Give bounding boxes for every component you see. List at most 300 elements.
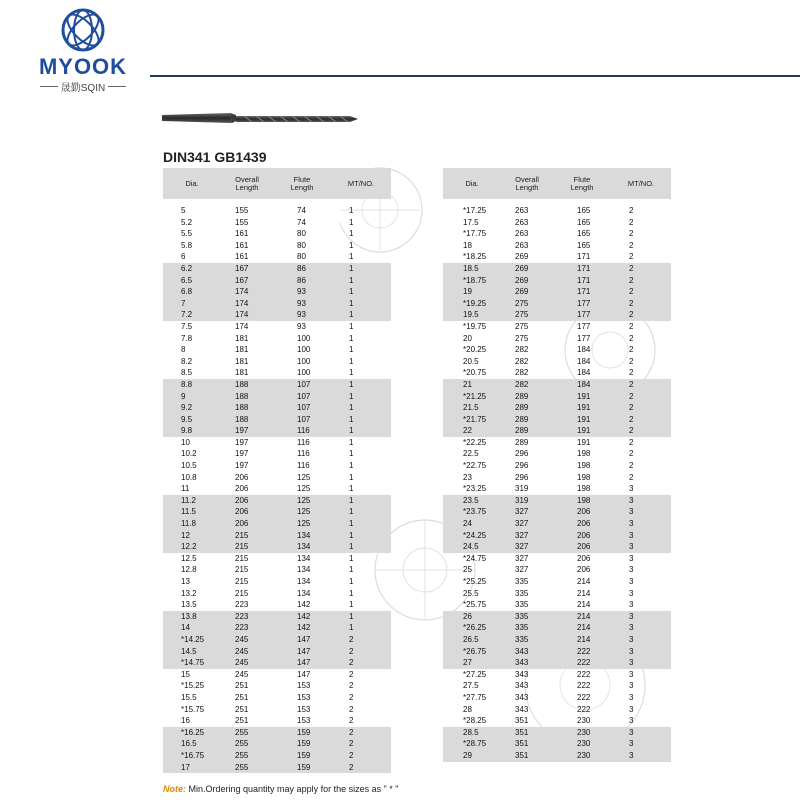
- cell-mt-no: 2: [349, 634, 354, 644]
- table-row: [163, 425, 391, 437]
- cell-dia: 17.5: [463, 217, 479, 227]
- cell-mt-no: 3: [629, 658, 634, 668]
- cell-mt-no: 1: [349, 565, 354, 575]
- brand-logo: [28, 6, 138, 94]
- table-row: [163, 611, 391, 623]
- table-row: [163, 588, 391, 600]
- cell-overall-length: 282: [515, 368, 529, 378]
- table-row: [163, 275, 391, 287]
- table-row: [443, 425, 671, 437]
- cell-flute-length: 177: [577, 333, 591, 343]
- table-row: [163, 460, 391, 472]
- cell-mt-no: 1: [349, 426, 354, 436]
- table-row: [443, 622, 671, 634]
- cell-overall-length: 174: [235, 310, 249, 320]
- cell-mt-no: 1: [349, 484, 354, 494]
- cell-mt-no: 1: [349, 461, 354, 471]
- cell-mt-no: 1: [349, 472, 354, 482]
- table-row: [443, 356, 671, 368]
- cell-dia: 7: [181, 298, 186, 308]
- cell-flute-length: 142: [297, 611, 311, 621]
- cell-flute-length: 74: [297, 206, 306, 215]
- cell-flute-length: 107: [297, 379, 311, 389]
- cell-dia: 18.5: [463, 263, 479, 273]
- table-row: [163, 622, 391, 634]
- cell-flute-length: 214: [577, 600, 591, 610]
- cell-overall-length: 263: [515, 229, 529, 239]
- cell-mt-no: 2: [349, 716, 354, 726]
- table-row: [163, 448, 391, 460]
- table-row: [163, 263, 391, 275]
- cell-dia: *14.25: [181, 634, 205, 644]
- cell-overall-length: 161: [235, 240, 249, 250]
- cell-dia: 9.2: [181, 403, 193, 413]
- cell-mt-no: 2: [629, 321, 634, 331]
- table-row: [163, 564, 391, 576]
- header-overall-length: Overall Length: [235, 174, 259, 192]
- cell-flute-length: 222: [577, 658, 591, 668]
- cell-mt-no: 3: [629, 704, 634, 714]
- cell-mt-no: 2: [629, 333, 634, 343]
- cell-flute-length: 153: [297, 692, 311, 702]
- cell-mt-no: 2: [349, 704, 354, 714]
- cell-dia: *21.75: [463, 414, 487, 424]
- cell-overall-length: 351: [515, 716, 529, 726]
- cell-overall-length: 215: [235, 577, 249, 586]
- cell-flute-length: 206: [577, 519, 591, 529]
- table-row: [163, 495, 391, 507]
- cell-flute-length: 134: [297, 588, 311, 598]
- cell-dia: *20.25: [463, 345, 487, 355]
- brand-subtitle: 晟勤SQIN: [28, 79, 138, 94]
- cell-mt-no: 3: [629, 577, 634, 586]
- cell-flute-length: 134: [297, 530, 311, 540]
- table-row: [163, 286, 391, 298]
- cell-mt-no: 3: [629, 519, 634, 529]
- cell-dia: 13.2: [181, 588, 197, 598]
- header-dia: Dia.: [185, 178, 199, 188]
- cell-flute-length: 80: [297, 240, 306, 250]
- cell-dia: 26: [463, 611, 472, 621]
- cell-flute-length: 191: [577, 437, 591, 447]
- cell-overall-length: 245: [235, 634, 249, 644]
- cell-flute-length: 206: [577, 565, 591, 575]
- cell-overall-length: 282: [515, 379, 529, 389]
- cell-overall-length: 181: [235, 356, 249, 366]
- cell-dia: 14.5: [181, 646, 197, 656]
- cell-overall-length: 327: [515, 519, 529, 529]
- cell-flute-length: 134: [297, 577, 311, 586]
- table-row: [163, 333, 391, 345]
- cell-mt-no: 2: [349, 669, 354, 679]
- cell-dia: *17.25: [463, 206, 487, 215]
- cell-overall-length: 215: [235, 542, 249, 552]
- cell-flute-length: 147: [297, 669, 311, 679]
- cell-flute-length: 93: [297, 321, 306, 331]
- cell-flute-length: 86: [297, 263, 306, 273]
- cell-overall-length: 327: [515, 553, 529, 563]
- cell-overall-length: 188: [235, 379, 249, 389]
- cell-flute-length: 214: [577, 577, 591, 586]
- cell-dia: 12.5: [181, 553, 197, 563]
- cell-dia: 18: [463, 240, 472, 250]
- cell-flute-length: 125: [297, 484, 311, 494]
- cell-mt-no: 2: [629, 391, 634, 401]
- cell-flute-length: 165: [577, 206, 591, 215]
- cell-dia: *24.25: [463, 530, 487, 540]
- cell-overall-length: 343: [515, 658, 529, 668]
- cell-flute-length: 177: [577, 298, 591, 308]
- cell-dia: 6.2: [181, 263, 193, 273]
- table-row: [443, 715, 671, 727]
- cell-flute-length: 80: [297, 252, 306, 262]
- cell-flute-length: 147: [297, 646, 311, 656]
- cell-flute-length: 93: [297, 298, 306, 308]
- cell-flute-length: 159: [297, 750, 311, 760]
- cell-dia: 11: [181, 484, 190, 494]
- cell-mt-no: 1: [349, 577, 354, 586]
- note-label: Note:: [163, 784, 186, 794]
- table-row: [443, 379, 671, 391]
- cell-flute-length: 116: [297, 449, 310, 459]
- cell-mt-no: 2: [629, 252, 634, 262]
- cell-dia: 7.2: [181, 310, 193, 320]
- cell-flute-length: 222: [577, 704, 591, 714]
- cell-mt-no: 1: [349, 263, 354, 273]
- cell-flute-length: 191: [577, 414, 591, 424]
- cell-mt-no: 1: [349, 275, 354, 285]
- cell-dia: *26.75: [463, 646, 487, 656]
- cell-overall-length: 275: [515, 298, 529, 308]
- cell-overall-length: 245: [235, 669, 249, 679]
- cell-dia: 6: [181, 252, 186, 262]
- cell-dia: 11.8: [181, 519, 196, 529]
- cell-overall-length: 335: [515, 600, 529, 610]
- table-row: [443, 704, 671, 716]
- cell-overall-length: 327: [515, 507, 529, 517]
- cell-overall-length: 181: [235, 333, 249, 343]
- cell-overall-length: 296: [515, 461, 529, 471]
- cell-overall-length: 251: [235, 704, 249, 714]
- table-row: [443, 576, 671, 588]
- cell-overall-length: 289: [515, 414, 529, 424]
- cell-flute-length: 171: [577, 287, 591, 297]
- cell-flute-length: 159: [297, 727, 311, 737]
- cell-dia: 26.5: [463, 634, 479, 644]
- table-row: [163, 344, 391, 356]
- table-body: [443, 205, 671, 762]
- header-mt-no: MT/NO.: [347, 178, 375, 188]
- cell-dia: *19.75: [463, 321, 487, 331]
- cell-dia: 5.5: [181, 229, 193, 239]
- cell-overall-length: 255: [235, 762, 249, 772]
- cell-overall-length: 174: [235, 287, 249, 297]
- cell-overall-length: 296: [515, 449, 529, 459]
- cell-flute-length: 116: [297, 461, 310, 471]
- cell-overall-length: 251: [235, 681, 249, 691]
- table-row: [443, 472, 671, 484]
- cell-overall-length: 174: [235, 298, 249, 308]
- cell-overall-length: 215: [235, 553, 249, 563]
- cell-mt-no: 1: [349, 414, 354, 424]
- cell-dia: 5: [181, 206, 186, 215]
- cell-flute-length: 153: [297, 716, 311, 726]
- cell-overall-length: 275: [515, 310, 529, 320]
- table-row: [163, 680, 391, 692]
- cell-mt-no: 1: [349, 321, 354, 331]
- cell-overall-length: 181: [235, 345, 249, 355]
- cell-overall-length: 289: [515, 403, 529, 413]
- cell-mt-no: 2: [629, 310, 634, 320]
- cell-overall-length: 269: [515, 287, 529, 297]
- cell-dia: *28.25: [463, 716, 487, 726]
- cell-dia: 12.2: [181, 542, 197, 552]
- cell-dia: 20.5: [463, 356, 479, 366]
- cell-overall-length: 289: [515, 437, 529, 447]
- cell-flute-length: 222: [577, 681, 591, 691]
- table-row: [443, 251, 671, 263]
- cell-overall-length: 296: [515, 472, 529, 482]
- table-row: [443, 205, 671, 217]
- cell-mt-no: 1: [349, 449, 354, 459]
- table-row: [443, 738, 671, 750]
- cell-overall-length: 335: [515, 623, 529, 633]
- table-row: [163, 228, 391, 240]
- spec-table-left: [163, 168, 391, 773]
- cell-flute-length: 184: [577, 368, 591, 378]
- header-flute-length: Flute Length: [290, 174, 314, 192]
- cell-dia: *23.75: [463, 507, 487, 517]
- table-row: [443, 402, 671, 414]
- cell-mt-no: 2: [629, 472, 634, 482]
- cell-dia: 9.8: [181, 426, 193, 436]
- cell-mt-no: 3: [629, 484, 634, 494]
- cell-dia: 24: [463, 519, 472, 529]
- cell-dia: 25.5: [463, 588, 479, 598]
- cell-flute-length: 198: [577, 449, 591, 459]
- cell-mt-no: 2: [629, 217, 634, 227]
- cell-overall-length: 351: [515, 750, 529, 760]
- cell-flute-length: 165: [577, 240, 591, 250]
- cell-overall-length: 181: [235, 368, 249, 378]
- table-row: [443, 611, 671, 623]
- cell-dia: 10: [181, 437, 190, 447]
- cell-dia: *25.75: [463, 600, 487, 610]
- table-row: [163, 391, 391, 403]
- cell-dia: 28: [463, 704, 472, 714]
- cell-overall-length: 197: [235, 437, 249, 447]
- table-row: [443, 483, 671, 495]
- cell-flute-length: 74: [297, 217, 306, 227]
- cell-mt-no: 1: [349, 240, 354, 250]
- cell-overall-length: 223: [235, 600, 249, 610]
- table-row: [443, 437, 671, 449]
- cell-flute-length: 184: [577, 356, 591, 366]
- cell-flute-length: 153: [297, 704, 311, 714]
- cell-flute-length: 177: [577, 310, 591, 320]
- cell-overall-length: 245: [235, 646, 249, 656]
- table-row: [443, 414, 671, 426]
- cell-dia: 25: [463, 565, 472, 575]
- cell-flute-length: 222: [577, 646, 591, 656]
- cell-overall-length: 263: [515, 240, 529, 250]
- cell-flute-length: 153: [297, 681, 311, 691]
- cell-overall-length: 335: [515, 634, 529, 644]
- cell-overall-length: 161: [235, 229, 249, 239]
- cell-flute-length: 191: [577, 426, 591, 436]
- cell-overall-length: 215: [235, 565, 249, 575]
- cell-flute-length: 230: [577, 716, 591, 726]
- cell-dia: *18.75: [463, 275, 487, 285]
- cell-flute-length: 165: [577, 229, 591, 239]
- cell-overall-length: 197: [235, 449, 249, 459]
- cell-overall-length: 188: [235, 403, 249, 413]
- table-row: [163, 576, 391, 588]
- cell-overall-length: 174: [235, 321, 249, 331]
- cell-mt-no: 1: [349, 298, 354, 308]
- table-row: [443, 321, 671, 333]
- table-row: [163, 762, 391, 774]
- table-row: [163, 727, 391, 739]
- cell-flute-length: 165: [577, 217, 591, 227]
- cell-mt-no: 3: [629, 681, 634, 691]
- cell-flute-length: 107: [297, 403, 311, 413]
- cell-flute-length: 125: [297, 519, 311, 529]
- cell-mt-no: 2: [349, 762, 354, 772]
- cell-dia: *18.25: [463, 252, 487, 262]
- table-row: [443, 240, 671, 252]
- cell-mt-no: 2: [629, 426, 634, 436]
- cell-flute-length: 125: [297, 495, 311, 505]
- cell-dia: *26.25: [463, 623, 487, 633]
- cell-dia: *17.75: [463, 229, 487, 239]
- table-row: [443, 634, 671, 646]
- cell-flute-length: 184: [577, 345, 591, 355]
- cell-mt-no: 1: [349, 553, 354, 563]
- cell-flute-length: 100: [297, 345, 311, 355]
- cell-mt-no: 1: [349, 623, 354, 633]
- cell-overall-length: 255: [235, 727, 249, 737]
- cell-overall-length: 206: [235, 507, 249, 517]
- cell-flute-length: 214: [577, 623, 591, 633]
- table-row: [163, 240, 391, 252]
- table-row: [443, 298, 671, 310]
- table-row: [163, 646, 391, 658]
- spec-table-right: [443, 168, 671, 762]
- cell-mt-no: 1: [349, 437, 354, 447]
- cell-mt-no: 2: [629, 298, 634, 308]
- cell-dia: *15.75: [181, 704, 205, 714]
- cell-overall-length: 327: [515, 565, 529, 575]
- cell-overall-length: 197: [235, 461, 249, 471]
- cell-dia: 8: [181, 345, 186, 355]
- cell-overall-length: 351: [515, 739, 529, 749]
- cell-mt-no: 3: [629, 669, 634, 679]
- cell-overall-length: 215: [235, 588, 249, 598]
- cell-mt-no: 2: [349, 681, 354, 691]
- cell-dia: 6.8: [181, 287, 193, 297]
- cell-flute-length: 107: [297, 414, 311, 424]
- table-row: [163, 506, 391, 518]
- cell-mt-no: 2: [629, 240, 634, 250]
- cell-mt-no: 3: [629, 716, 634, 726]
- ordering-note: [163, 784, 399, 794]
- cell-dia: *24.75: [463, 553, 487, 563]
- cell-overall-length: 197: [235, 426, 249, 436]
- table-row: [443, 460, 671, 472]
- table-row: [443, 692, 671, 704]
- cell-dia: 21: [463, 379, 472, 389]
- cell-overall-length: 223: [235, 611, 249, 621]
- cell-mt-no: 2: [629, 368, 634, 378]
- cell-flute-length: 191: [577, 391, 591, 401]
- cell-flute-length: 147: [297, 634, 311, 644]
- table-row: [163, 518, 391, 530]
- cell-overall-length: 269: [515, 263, 529, 273]
- cell-mt-no: 3: [629, 739, 634, 749]
- cell-mt-no: 2: [629, 379, 634, 389]
- table-row: [163, 379, 391, 391]
- cell-mt-no: 1: [349, 611, 354, 621]
- cell-overall-length: 343: [515, 704, 529, 714]
- cell-mt-no: 3: [629, 727, 634, 737]
- cell-flute-length: 198: [577, 461, 591, 471]
- table-row: [163, 472, 391, 484]
- cell-dia: 16: [181, 716, 190, 726]
- cell-dia: 11.5: [181, 507, 196, 517]
- cell-dia: 27: [463, 658, 472, 668]
- cell-flute-length: 159: [297, 762, 311, 772]
- cell-overall-length: 245: [235, 658, 249, 668]
- cell-mt-no: 1: [349, 519, 354, 529]
- table-row: [163, 414, 391, 426]
- cell-flute-length: 134: [297, 542, 311, 552]
- cell-flute-length: 125: [297, 472, 311, 482]
- cell-mt-no: 2: [629, 356, 634, 366]
- cell-dia: 13.8: [181, 611, 197, 621]
- cell-flute-length: 134: [297, 553, 311, 563]
- brand-name: MYOOK: [38, 54, 128, 79]
- cell-overall-length: 335: [515, 588, 529, 598]
- cell-flute-length: 159: [297, 739, 311, 749]
- cell-flute-length: 198: [577, 495, 591, 505]
- cell-dia: 22: [463, 426, 472, 436]
- cell-flute-length: 184: [577, 379, 591, 389]
- table-row: [443, 657, 671, 669]
- table-row: [443, 727, 671, 739]
- cell-dia: 15: [181, 669, 190, 679]
- table-row: [443, 680, 671, 692]
- cell-flute-length: 171: [577, 252, 591, 262]
- cell-mt-no: 3: [629, 750, 634, 760]
- cell-overall-length: 343: [515, 646, 529, 656]
- cell-overall-length: 319: [515, 484, 529, 494]
- cell-mt-no: 1: [349, 345, 354, 355]
- table-row: [163, 750, 391, 762]
- cell-overall-length: 269: [515, 275, 529, 285]
- cell-dia: 6.5: [181, 275, 193, 285]
- cell-mt-no: 2: [349, 727, 354, 737]
- cell-mt-no: 1: [349, 217, 354, 227]
- cell-mt-no: 2: [629, 275, 634, 285]
- cell-mt-no: 2: [629, 461, 634, 471]
- table-row: [443, 309, 671, 321]
- table-row: [163, 437, 391, 449]
- table-row: [443, 530, 671, 542]
- header-flute-length: Flute Length: [570, 174, 594, 192]
- cell-overall-length: 282: [515, 356, 529, 366]
- cell-dia: 9.5: [181, 414, 193, 424]
